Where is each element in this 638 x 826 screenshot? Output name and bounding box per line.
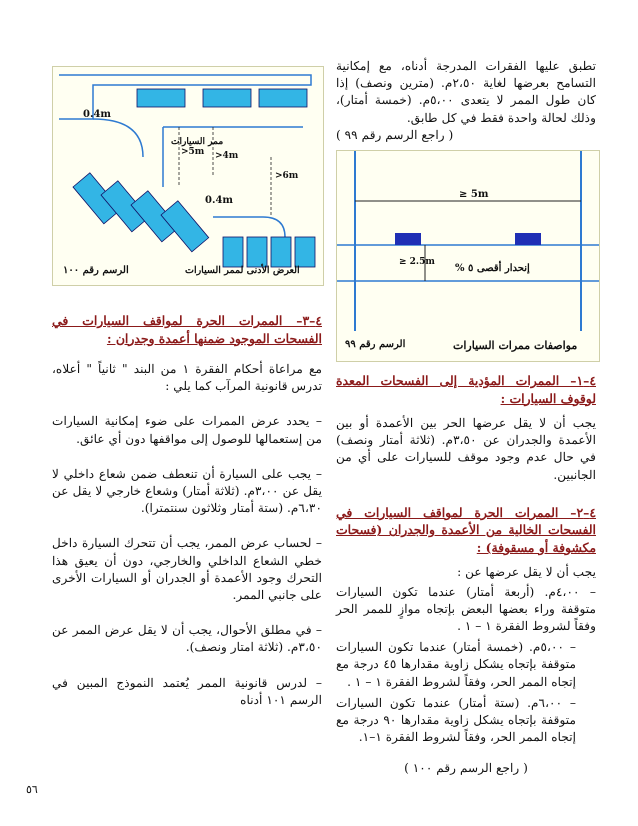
section-4-3-item: – لحساب عرض الممر، يجب أن تتحرك السيارة داخل خطي الشعاع الداخلي والخارجي، دون أن يعيق هذا التحرك وجود الأعمدة أو الجدران أو السيارات الأخرى على جانبي الممر. — [52, 536, 322, 603]
section-4-2-reference: ( راجع الرسم رقم ١٠٠ ) — [404, 761, 528, 776]
car-perpendicular — [271, 237, 291, 267]
aisle-label: ممر السيارات — [171, 137, 224, 147]
section-4-1-heading: ٤–١– الممرات المؤدية إلى الفسحات المعدة لوقوف السيارات : — [336, 373, 596, 406]
left-column — [52, 312, 322, 720]
dim-top-label: 0.4m — [83, 109, 111, 120]
figure-100 — [52, 66, 324, 286]
dim-6-label: >6m — [275, 171, 299, 181]
dim-5-label: >5m — [181, 147, 205, 157]
page-number: ٥٦ — [26, 783, 38, 796]
figure-100-caption: العرض الأدنى لممر السيارات — [185, 265, 300, 276]
dim-mid-label: 0.4m — [205, 195, 233, 206]
car-parallel — [137, 89, 185, 107]
beam-left — [395, 233, 421, 245]
right-column-sections — [336, 372, 596, 789]
intro-paragraph: تطبق عليها الفقرات المدرجة أدناه، مع إمكانية التسامح بعرضها لغاية ٢،٥٠م. (مترين ونصف) إذا كان طول الممر لا يتعدى ٥،٠٠م. (خمسة أمتار)، وذلك لحالة واحدة فقط في كل طابق. — [336, 59, 596, 125]
figure-100-number: الرسم رقم ١٠٠ — [63, 265, 129, 276]
section-4-3-item: – يحدد عرض الممرات على ضوء إمكانية السيارات من إستعمالها للوصول إلى مواقفها دون أي عائق. — [52, 414, 322, 446]
slope-label: إنحدار أقصى ٥ % — [455, 263, 530, 274]
right-column — [336, 58, 596, 150]
figure-99-number: الرسم رقم ٩٩ — [345, 339, 406, 350]
figure-99 — [336, 150, 600, 362]
height-label: ≥ 2.5m — [399, 257, 435, 267]
car-perpendicular — [295, 237, 315, 267]
section-4-2-item: – ٦،٠٠م. (ستة أمتار) عندما تكون السيارات متوقفة بإتجاه يشكل زاوية مقدارها ٩٠ درجة مع إتجاه الممر الحر، وفقاً لشروط الفقرة ١–١. — [336, 695, 577, 745]
section-4-3-item: – في مطلق الأحوال، يجب أن لا يقل عرض الممر عن ٣،٥٠م. (ثلاثة امتار ونصف). — [52, 623, 322, 655]
figure-99-drawing — [337, 151, 599, 361]
car-perpendicular — [247, 237, 267, 267]
inner-curve — [93, 119, 143, 157]
section-4-1-text: يجب أن لا يقل عرضها الحر بين الأعمدة أو بين الأعمدة والجدران عن ٣،٥٠م. (ثلاثة أمتار ونصف) في حال عدم وجود موقف للسيارات على أي من الجانبين. — [336, 416, 596, 482]
section-4-2-item: – ٥،٠٠م. (خمسة أمتار) عندما تكون السيارات متوقفة بإتجاه يشكل زاوية مقدارها ٤٥ درجة مع إتجاه الممر الحر، وفقاً لشروط الفقرة ١ – ١ . — [336, 640, 576, 689]
car-perpendicular — [223, 237, 243, 267]
section-4-2-heading: ٤–٢– الممرات الحرة لمواقف السيارات في الفسحات الخالية من الأعمدة والجدران (فسحات مكشوفة أو مسقوفة) : — [336, 504, 596, 555]
section-4-2-item: – ٤،٠٠م. (أربعة أمتار) عندما تكون السيارات متوقفة وراء بعضها البعض بإتجاه موازٍ للممر الحر وفقاً لشروط الفقرة ١ – ١ . — [336, 584, 596, 633]
car-parallel — [203, 89, 251, 107]
intro-reference: ( راجع الرسم رقم ٩٩ ) — [336, 127, 454, 142]
section-4-3-item: – لدرس قانونية الممر يُعتمد النموذج المبين في الرسم ١٠١ أدناه — [52, 675, 322, 707]
section-4-3-heading: ٤–٣– الممرات الحرة لمواقف السيارات في الفسحات الموجود ضمنها أعمدة وجدران : — [52, 313, 322, 346]
section-4-2-lead: يجب أن لا يقل عرضها عن : — [457, 565, 596, 580]
section-4-3-item: – يجب على السيارة أن تنعطف ضمن شعاع داخلي لا يقل عن ٣،٠٠م. (ثلاثة أمتار) وشعاع خارجي لا يقل عن ٦،٣٠م. (ستة أمتار وثلاثون سنتمترا). — [52, 466, 322, 516]
dim-4-label: >4m — [215, 151, 239, 161]
car-parallel — [259, 89, 307, 107]
beam-right — [515, 233, 541, 245]
width-label: ≥ 5m — [459, 189, 489, 200]
section-4-3-lead: مع مراعاة أحكام الفقرة ١ من البند " ثانياً " أعلاه، تدرس قانونية المرآب كما يلي : — [52, 362, 322, 394]
figure-99-title: مواصفات ممرات السيارات — [453, 339, 578, 352]
